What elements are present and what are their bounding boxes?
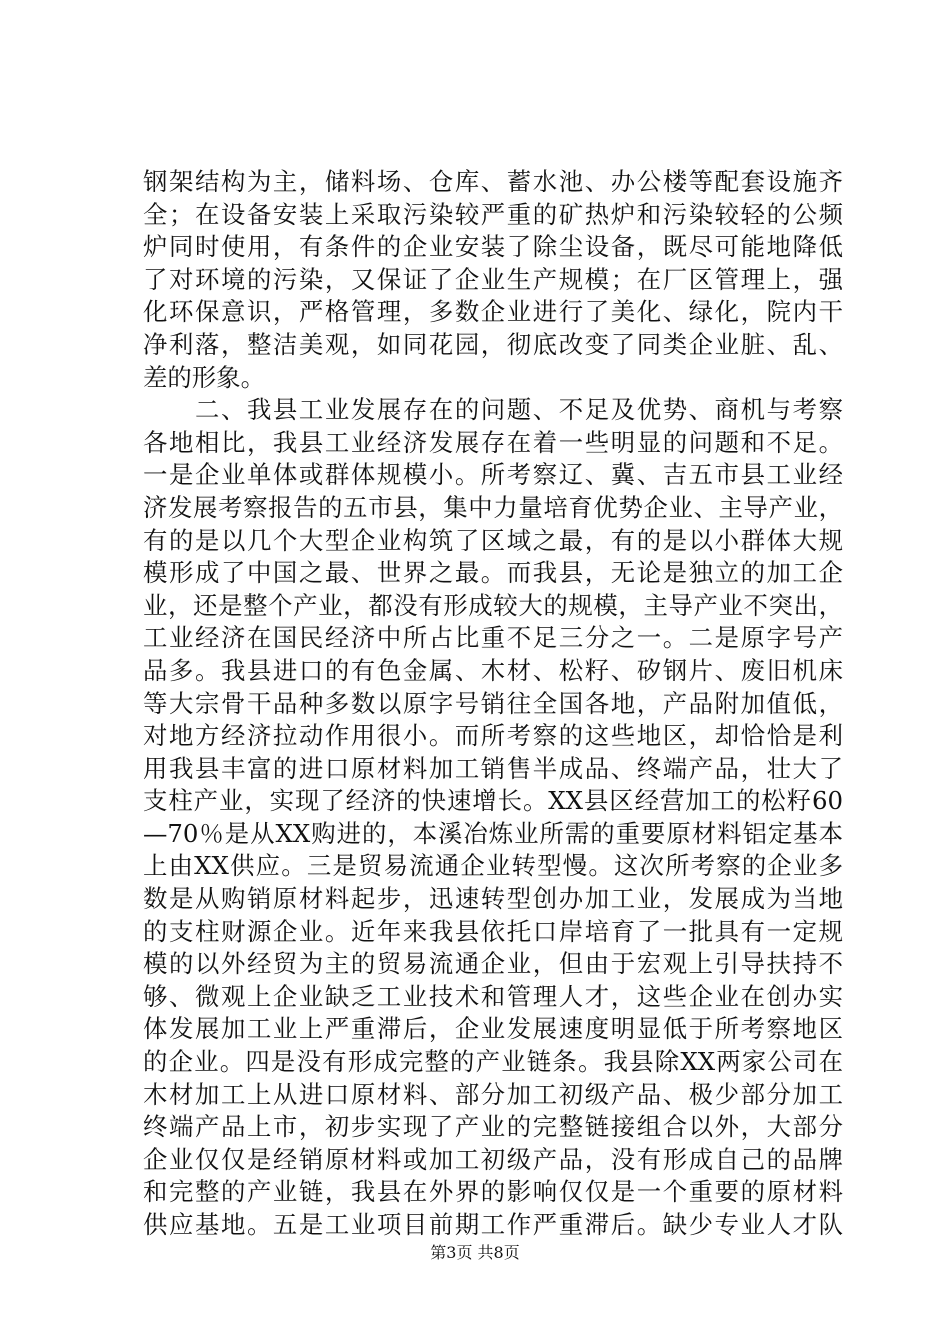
- text-line: 钢架结构为主，储料场、仓库、蓄水池、办公楼等配套设施齐: [143, 167, 843, 196]
- text-line: —70％是从XX购进的，本溪冶炼业所需的重要原材料铝定基本: [143, 818, 843, 848]
- text-line: 各地相比，我县工业经济发展存在着一些明显的问题和不足。: [143, 427, 843, 457]
- text-line: 有的是以几个大型企业构筑了区域之最，有的是以小群体大规: [143, 525, 843, 555]
- text-line: 用我县丰富的进口原材料加工销售半成品、终端产品，壮大了: [143, 753, 843, 783]
- text-line: 终端产品上市，初步实现了产业的完整链接组合以外，大部分: [143, 1112, 843, 1142]
- text-line: 济发展考察报告的五市县，集中力量培育优势企业、主导产业，: [143, 492, 843, 522]
- body-text: [143, 166, 843, 1242]
- section-heading-line: 二、我县工业发展存在的问题、不足及优势、商机与考察: [143, 395, 843, 425]
- text-line: 业，还是整个产业，都没有形成较大的规模，主导产业不突出，: [143, 590, 843, 620]
- text-line: 数是从购销原材料起步，迅速转型创办加工业，发展成为当地: [143, 884, 843, 914]
- text-line: 品多。我县进口的有色金属、木材、松籽、矽钢片、废旧机床: [143, 655, 843, 685]
- text-line: 的支柱财源企业。近年来我县依托口岸培育了一批具有一定规: [143, 916, 843, 946]
- text-line: 等大宗骨干品种多数以原字号销往全国各地，产品附加值低，: [143, 688, 843, 718]
- text-line: 差的形象。: [143, 362, 265, 392]
- text-line: 模形成了中国之最、世界之最。而我县，无论是独立的加工企: [143, 558, 843, 588]
- text-line: 够、微观上企业缺乏工业技术和管理人才，这些企业在创办实: [143, 981, 843, 1011]
- text-line: 一是企业单体或群体规模小。所考察辽、冀、吉五市县工业经: [143, 460, 843, 490]
- text-line: 木材加工上从进口原材料、部分加工初级产品、极少部分加工: [143, 1079, 843, 1109]
- text-line: 对地方经济拉动作用很小。而所考察的这些地区，却恰恰是利: [143, 721, 843, 751]
- text-line: 和完整的产业链，我县在外界的影响仅仅是一个重要的原材料: [143, 1177, 843, 1207]
- text-line: 支柱产业，实现了经济的快速增长。XX县区经营加工的松籽60: [143, 786, 843, 816]
- text-line: 净利落，整洁美观，如同花园，彻底改变了同类企业脏、乱、: [143, 329, 843, 359]
- text-line: 全；在设备安装上采取污染较严重的矿热炉和污染较轻的公频: [143, 199, 843, 229]
- text-line: 模的以外经贸为主的贸易流通企业，但由于宏观上引导扶持不: [143, 949, 843, 979]
- text-line: 上由XX供应。三是贸易流通企业转型慢。这次所考察的企业多: [143, 851, 843, 881]
- text-line: 供应基地。五是工业项目前期工作严重滞后。缺少专业人才队: [143, 1210, 843, 1239]
- text-line: 化环保意识，严格管理，多数企业进行了美化、绿化，院内干: [143, 297, 843, 327]
- text-line: 工业经济在国民经济中所占比重不足三分之一。二是原字号产: [143, 623, 843, 653]
- text-line: 的企业。四是没有形成完整的产业链条。我县除XX两家公司在: [143, 1047, 843, 1077]
- text-line: 炉同时使用，有条件的企业安装了除尘设备，既尽可能地降低: [143, 232, 843, 262]
- text-line: 体发展加工业上严重滞后，企业发展速度明显低于所考察地区: [143, 1014, 843, 1044]
- text-line: 了对环境的污染，又保证了企业生产规模；在厂区管理上，强: [143, 264, 843, 294]
- text-line: 企业仅仅是经销原材料或加工初级产品，没有形成自己的品牌: [143, 1144, 843, 1174]
- page-footer: 第3页 共8页: [430, 1243, 520, 1262]
